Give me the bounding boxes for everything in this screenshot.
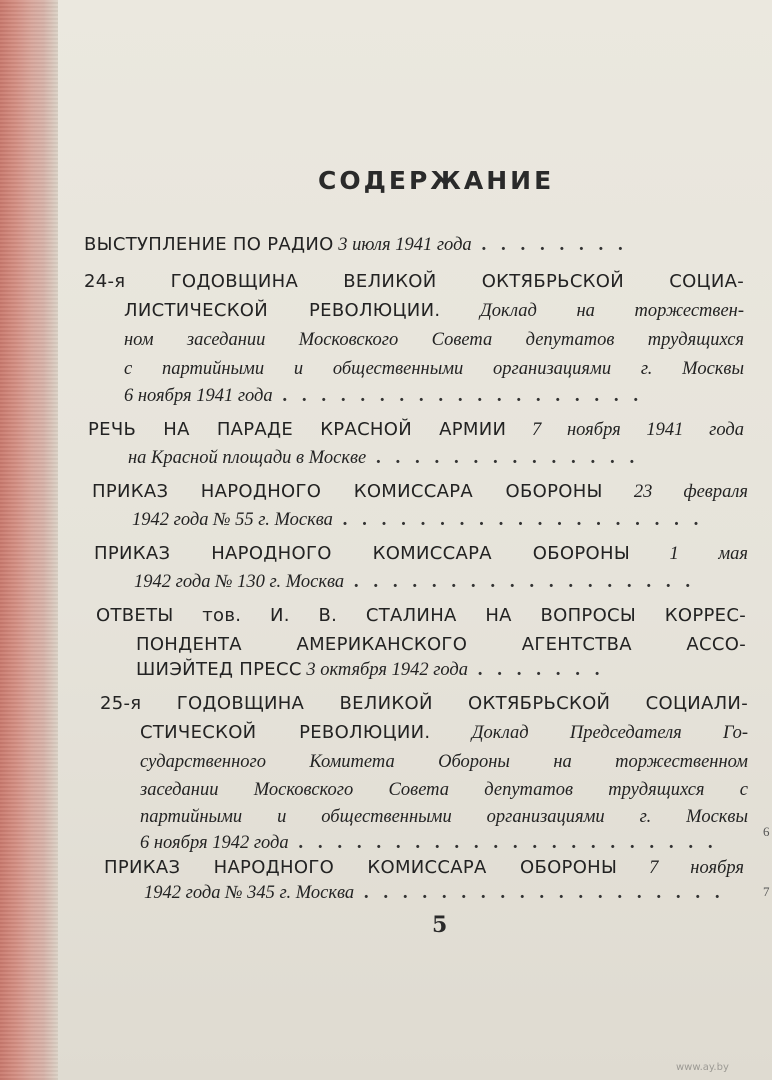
- toc-title-italic: 7 ноября 1941 года: [506, 420, 744, 440]
- page-number: 5: [432, 912, 448, 938]
- contents-heading: СОДЕРЖАНИЕ: [318, 166, 555, 195]
- toc-entry-8-line-2: [144, 879, 744, 907]
- leader-dots: . . . . . . . . . . . . . . . . . . .: [272, 385, 644, 406]
- toc-title-italic: сударственного Комитета Обороны на торжественном: [140, 752, 748, 772]
- toc-entry-4-line-1: [92, 478, 748, 506]
- toc-title-italic: 3 октября 1942 года: [301, 660, 469, 680]
- toc-entry-3-line-2: [128, 444, 744, 472]
- cut-off-page-number: 6: [763, 824, 770, 839]
- toc-entry-7-line-6: [140, 829, 748, 857]
- toc-title-italic: Доклад на торжествен-: [440, 301, 744, 321]
- toc-title-italic: Доклад Председателя Го-: [430, 723, 748, 743]
- toc-title-italic: 1 мая: [630, 544, 748, 564]
- toc-title-italic: 3 июля 1941 года: [333, 235, 472, 255]
- toc-title-italic: заседании Московского Совета депутатов трудящихся с: [140, 780, 748, 800]
- leader-dots: . . . . . . . . . . . . . . . . . .: [344, 571, 696, 592]
- toc-title-caps: ПРИКАЗ НАРОДНОГО КОМИССАРА ОБОРОНЫ: [92, 481, 603, 502]
- toc-title-italic: ном заседании Московского Совета депутатов трудящихся: [124, 330, 744, 350]
- toc-entry-7-line-1: [100, 690, 748, 718]
- toc-title-italic: 23 февраля: [602, 482, 748, 502]
- toc-entry-1-line-1: [84, 231, 744, 259]
- toc-title-italic: на Красной площади в Москве: [128, 448, 367, 468]
- toc-title-caps: ВЫСТУПЛЕНИЕ ПО РАДИО: [84, 234, 334, 255]
- leader-dots: . . . . . . . . . . . . . .: [366, 447, 640, 468]
- leader-dots: . . . . . . .: [468, 659, 605, 680]
- toc-entry-3-line-1: [88, 416, 744, 444]
- toc-title-italic: 6 ноября 1942 года: [140, 833, 289, 853]
- toc-title-caps: ОТВЕТЫ тов. И. В. СТАЛИНА НА ВОПРОСЫ КОРРЕС-: [96, 605, 746, 626]
- toc-entry-2-line-2: [124, 297, 744, 325]
- leader-dots: . . . . . . . . . . . . . . . . . . . . . .: [288, 832, 718, 853]
- watermark: www.ay.by: [676, 1062, 729, 1073]
- toc-entry-7-line-4: [140, 776, 748, 804]
- toc-entry-7-line-5: [140, 803, 748, 831]
- leader-dots: . . . . . . . . . . . . . . . . . . .: [332, 509, 704, 530]
- toc-entry-4-line-2: [132, 506, 748, 534]
- toc-entry-7-line-2: [140, 719, 748, 747]
- toc-entry-8-line-1: [104, 854, 744, 882]
- toc-title-caps: ПОНДЕНТА АМЕРИКАНСКОГО АГЕНТСТВА АССО-: [136, 634, 746, 655]
- toc-title-caps: ПРИКАЗ НАРОДНОГО КОМИССАРА ОБОРОНЫ: [104, 857, 618, 878]
- toc-entry-2-line-4: [124, 355, 744, 383]
- toc-title-italic: 6 ноября 1941 года: [124, 386, 273, 406]
- toc-title-caps: СТИЧЕСКОЙ РЕВОЛЮЦИИ.: [140, 722, 431, 743]
- toc-entry-6-line-1: [96, 602, 746, 630]
- toc-title-italic: 1942 года № 55 г. Москва: [132, 510, 333, 530]
- toc-entry-2-line-5: [124, 382, 744, 410]
- toc-entry-2-line-1: [84, 268, 744, 296]
- toc-entry-2-line-3: [124, 326, 744, 354]
- toc-title-caps: 25-я ГОДОВЩИНА ВЕЛИКОЙ ОКТЯБРЬСКОЙ СОЦИАЛИ-: [100, 693, 748, 714]
- leader-dots: . . . . . . . . . . . . . . . . . . .: [354, 882, 725, 903]
- toc-entry-5-line-1: [94, 540, 748, 568]
- toc-title-caps: ШИЭЙТЕД ПРЕСС: [136, 659, 302, 680]
- toc-title-caps: 24-я ГОДОВЩИНА ВЕЛИКОЙ ОКТЯБРЬСКОЙ СОЦИА-: [84, 271, 744, 292]
- toc-entry-7-line-3: [140, 748, 748, 776]
- toc-entry-6-line-2: [136, 631, 746, 659]
- toc-title-caps: ЛИСТИЧЕСКОЙ РЕВОЛЮЦИИ.: [124, 300, 441, 321]
- toc-title-caps: ПРИКАЗ НАРОДНОГО КОМИССАРА ОБОРОНЫ: [94, 543, 631, 564]
- spine-texture: [0, 0, 58, 1080]
- toc-entry-6-line-3: [136, 656, 746, 684]
- cut-off-page-number: 7: [763, 884, 770, 899]
- toc-entry-5-line-2: [134, 568, 748, 596]
- toc-title-caps: РЕЧЬ НА ПАРАДЕ КРАСНОЙ АРМИИ: [88, 419, 507, 440]
- toc-title-italic: 1942 года № 130 г. Москва: [134, 572, 345, 592]
- toc-title-italic: 1942 года № 345 г. Москва: [144, 883, 355, 903]
- leader-dots: . . . . . . . .: [471, 234, 628, 255]
- toc-title-italic: 7 ноября: [617, 858, 744, 878]
- toc-title-italic: партийными и общественными организациями г. Москвы: [140, 807, 748, 827]
- toc-title-italic: с партийными и общественными организациями г. Москвы: [124, 359, 744, 379]
